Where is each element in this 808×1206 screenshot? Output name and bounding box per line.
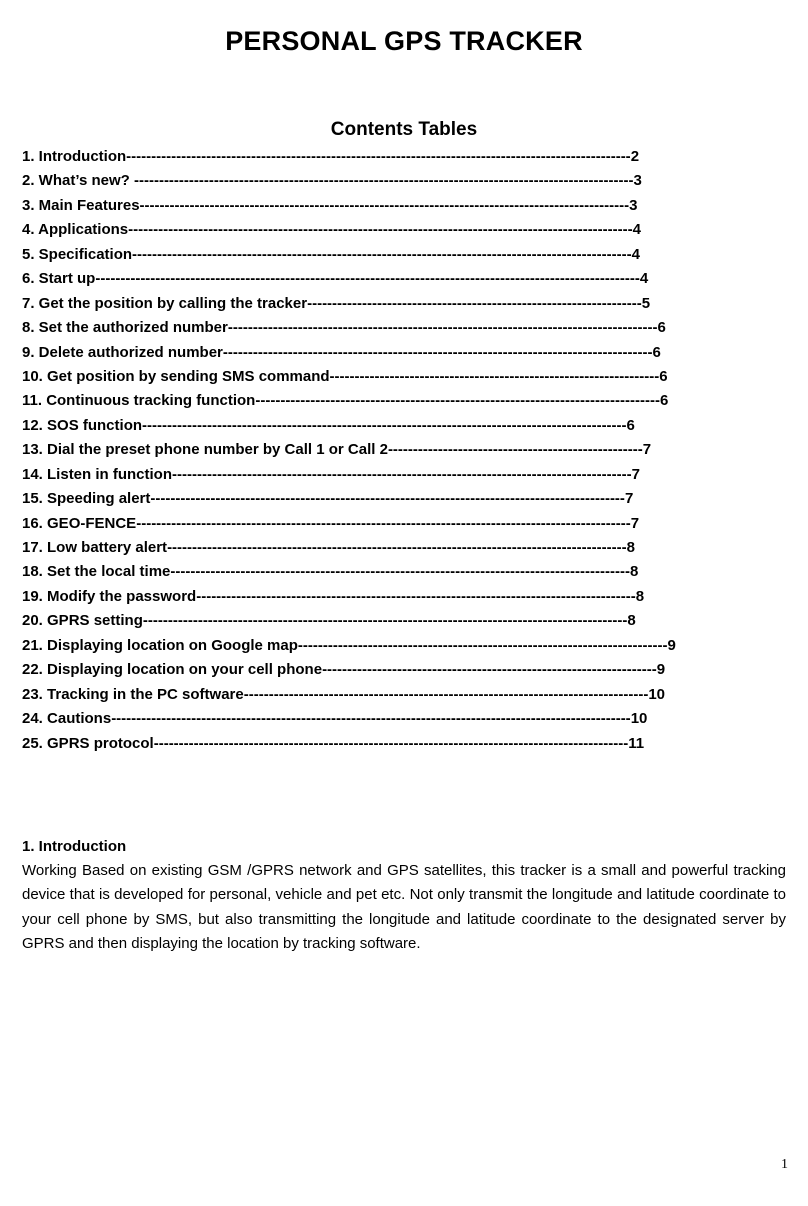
toc-entry xyxy=(22,512,782,536)
toc-entry-title: 1. Introduction xyxy=(22,148,127,165)
toc-entry xyxy=(22,634,782,658)
toc-entry-title: 20. GPRS setting xyxy=(22,612,143,630)
toc-entry-page: 7 xyxy=(624,490,634,508)
toc-entry-title: 12. SOS function xyxy=(22,416,143,434)
toc-entry-title: 18. Set the local time xyxy=(22,563,171,581)
section-heading-introduction: 1. Introduction xyxy=(22,838,127,855)
toc-leader: --------------------------------------------------------------------------------- xyxy=(255,392,660,410)
toc-leader: -------------------------------------------------------------------------- xyxy=(297,636,668,654)
table-of-contents xyxy=(22,145,782,756)
toc-heading: Contents Tables xyxy=(330,119,478,140)
toc-entry-page: 6 xyxy=(659,392,669,410)
toc-entry xyxy=(22,463,782,487)
toc-entry xyxy=(22,536,782,560)
toc-entry-title: 5. Specification xyxy=(22,245,133,263)
toc-entry-page: 8 xyxy=(626,539,635,556)
toc-leader: ------------------------------------------------------------------ xyxy=(329,367,660,385)
toc-entry-page: 8 xyxy=(627,612,636,630)
toc-entry xyxy=(22,414,782,438)
toc-leader: -------------------------------------------------------------------------------------------------- xyxy=(139,196,630,214)
toc-leader: ------------------------------------------------------------------------------------------------- xyxy=(142,612,628,630)
toc-leader: --------------------------------------------------------------------------------------------------- xyxy=(136,514,631,532)
toc-entry xyxy=(22,145,782,169)
toc-entry-page: 2 xyxy=(630,148,640,165)
toc-entry-title: 24. Cautions xyxy=(22,710,112,728)
toc-entry-title: 7. Get the position by calling the tracker xyxy=(22,294,308,312)
toc-leader: -------------------------------------------------------------------------------------------- xyxy=(167,539,627,556)
toc-entry xyxy=(22,438,782,462)
toc-entry-title: 9. Delete authorized number xyxy=(22,343,223,361)
toc-entry xyxy=(22,316,782,340)
toc-entry-page: 4 xyxy=(639,270,649,288)
toc-entry xyxy=(22,487,782,511)
toc-entry-title: 22. Displaying location on your cell phone xyxy=(22,661,323,679)
toc-entry xyxy=(22,683,782,707)
toc-leader: -------------------------------------------------------------------------------------- xyxy=(222,343,653,361)
toc-entry-title: 4. Applications xyxy=(22,221,129,239)
toc-entry-title: 14. Listen in function xyxy=(22,465,173,483)
toc-entry-page: 5 xyxy=(641,294,651,312)
toc-entry xyxy=(22,341,782,365)
toc-entry-title: 2. What’s new? xyxy=(22,172,134,190)
toc-entry-page: 3 xyxy=(633,172,642,190)
toc-entry-title: 11. Continuous tracking function xyxy=(22,392,256,410)
toc-entry-page: 6 xyxy=(659,367,668,385)
toc-entry-page: 8 xyxy=(629,563,639,581)
toc-entry xyxy=(22,218,782,242)
toc-leader: --------------------------------------------------------------------------------- xyxy=(243,685,649,703)
toc-entry xyxy=(22,732,782,756)
toc-leader: -------------------------------------------------------------------------------------------------------- xyxy=(111,710,631,728)
toc-entry-page: 4 xyxy=(632,221,641,239)
toc-entry xyxy=(22,169,782,193)
toc-entry xyxy=(22,243,782,267)
toc-leader: ----------------------------------------------------------------------------------------------------- xyxy=(126,148,631,165)
toc-entry-title: 17. Low battery alert xyxy=(22,539,168,556)
toc-entry-page: 4 xyxy=(631,245,640,263)
toc-entry-page: 9 xyxy=(656,661,666,679)
toc-entry-page: 8 xyxy=(635,587,645,605)
toc-leader: ---------------------------------------------------------------------------------------------------- xyxy=(132,245,632,263)
toc-leader: -------------------------------------------------------------------------------------- xyxy=(227,319,658,337)
toc-entry-page: 6 xyxy=(657,319,666,337)
toc-leader: ---------------------------------------------------------------------------------------- xyxy=(196,587,636,605)
toc-entry xyxy=(22,292,782,316)
toc-leader: ------------------------------------------------------------------- xyxy=(322,661,657,679)
toc-entry xyxy=(22,707,782,731)
toc-entry xyxy=(22,267,782,291)
toc-entry-page: 6 xyxy=(652,343,661,361)
toc-entry xyxy=(22,658,782,682)
toc-leader: ----------------------------------------------------------------------------------------------- xyxy=(153,734,629,752)
toc-entry xyxy=(22,194,782,218)
toc-entry-title: 19. Modify the password xyxy=(22,587,197,605)
toc-entry xyxy=(22,585,782,609)
toc-leader: --------------------------------------------------- xyxy=(387,441,643,459)
toc-leader: -------------------------------------------------------------------------------------------- xyxy=(172,465,632,483)
toc-entry-page: 9 xyxy=(667,636,676,654)
toc-entry-title: 21. Displaying location on Google map xyxy=(22,636,298,654)
toc-entry-title: 16. GEO-FENCE xyxy=(22,514,137,532)
toc-entry-title: 15. Speeding alert xyxy=(22,490,151,508)
toc-entry-page: 7 xyxy=(631,465,640,483)
toc-entry-title: 8. Set the authorized number xyxy=(22,319,228,337)
toc-entry xyxy=(22,560,782,584)
toc-leader: ------------------------------------------------------------------- xyxy=(307,294,642,312)
toc-leader: ---------------------------------------------------------------------------------------------------- xyxy=(133,172,634,190)
toc-entry-title: 25. GPRS protocol xyxy=(22,734,154,752)
toc-entry-title: 6. Start up xyxy=(22,270,96,288)
document-title: PERSONAL GPS TRACKER xyxy=(225,26,583,56)
toc-entry-page: 3 xyxy=(629,196,638,214)
toc-entry-page: 10 xyxy=(648,685,666,703)
page-number: 1 xyxy=(781,1157,788,1172)
toc-leader: ------------------------------------------------------------------------------------------------- xyxy=(142,416,627,434)
toc-entry-page: 7 xyxy=(642,441,652,459)
toc-entry-page: 7 xyxy=(630,514,640,532)
toc-entry-title: 23. Tracking in the PC software xyxy=(22,685,244,703)
toc-leader: ----------------------------------------------------------------------------------------------------- xyxy=(128,221,633,239)
introduction-paragraph: Working Based on existing GSM /GPRS network and GPS satellites, this tracker is a small and powerful tracking device that is developed for personal, vehicle and pet etc. Not only transmit the longitude and latitude coordinate to your cell phone by SMS, but also transmitting the longitude and latitude coordinate to the designated server by GPRS and then displaying the location by tracking software. xyxy=(22,862,786,952)
toc-entry-title: 10. Get position by sending SMS command xyxy=(22,367,330,385)
toc-entry-page: 10 xyxy=(630,710,648,728)
toc-leader: ------------------------------------------------------------------------------------------------------------- xyxy=(95,270,640,288)
toc-leader: -------------------------------------------------------------------------------------------- xyxy=(170,563,630,581)
toc-entry-page: 6 xyxy=(626,416,635,434)
toc-entry xyxy=(22,389,782,413)
toc-entry xyxy=(22,365,782,389)
toc-entry-page: 11 xyxy=(628,734,645,752)
toc-entry xyxy=(22,609,782,633)
toc-entry-title: 13. Dial the preset phone number by Call 1 or Call 2 xyxy=(22,441,388,459)
toc-entry-title: 3. Main Features xyxy=(22,196,140,214)
toc-leader: ----------------------------------------------------------------------------------------------- xyxy=(150,490,625,508)
